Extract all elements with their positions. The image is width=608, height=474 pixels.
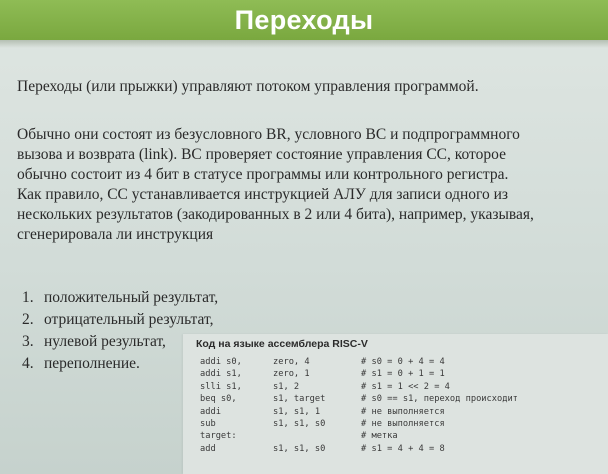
code-args: s1, 2 <box>273 381 300 392</box>
code-op: slli s1, <box>200 381 242 392</box>
list-item <box>22 287 218 309</box>
code-op: addi s0, <box>200 357 242 367</box>
list-number: 4. <box>22 355 34 372</box>
code-example-box <box>183 334 608 474</box>
code-op: addi s1, <box>200 369 242 380</box>
list-number: 2. <box>22 311 34 328</box>
paragraph-line: Как правило, CC устанавливается инструкцией АЛУ для записи одного из <box>17 186 509 203</box>
code-args: s1, s1, s0 <box>273 443 326 454</box>
code-row <box>200 430 518 442</box>
code-op: sub <box>200 418 216 429</box>
code-args <box>273 430 361 442</box>
code-comment: # s0 == s1, переход происходит <box>361 394 518 405</box>
paragraph-line: нескольких результатов (закодированных в 2 или 4 бита), например, указывая, <box>17 206 534 223</box>
code-row <box>200 443 518 455</box>
code-comment: # не выполняется <box>361 418 445 429</box>
code-op: beq s0, <box>200 394 237 405</box>
code-row <box>200 406 518 418</box>
code-row <box>200 356 518 368</box>
slide-title: Переходы <box>234 4 374 35</box>
code-row <box>200 381 518 393</box>
list-number: 1. <box>22 289 34 306</box>
paragraph-line: обычно состоит из 4 бит в статусе программы или контрольного регистра. <box>17 166 509 183</box>
list-text: переполнение. <box>44 355 140 372</box>
code-title: Код на языке ассемблера RISC-V <box>196 338 368 350</box>
code-args: s1, s1, 1 <box>273 406 321 417</box>
paragraph-line: сгенерировала ли инструкция <box>17 226 214 243</box>
list-text: отрицательный результат, <box>44 311 214 328</box>
code-comment: # s1 = 1 << 2 = 4 <box>361 381 450 392</box>
code-op: addi <box>200 406 221 417</box>
code-args: zero, 4 <box>273 357 310 367</box>
paragraph-line: Обычно они состоят из безусловного BR, условного BC и подпрограммного <box>17 126 520 143</box>
code-op: target: <box>200 431 237 442</box>
code-op: add <box>200 443 216 454</box>
code-comment: # s1 = 4 + 4 = 8 <box>361 443 445 454</box>
code-args: zero, 1 <box>273 369 310 380</box>
code-args: s1, target <box>273 394 326 405</box>
list-number: 3. <box>22 333 34 350</box>
code-comment: # метка <box>361 431 398 442</box>
code-args: s1, s1, s0 <box>273 418 326 429</box>
code-comment: # не выполняется <box>361 406 445 417</box>
title-bar <box>0 0 608 40</box>
list-item <box>22 309 218 331</box>
code-row <box>200 418 518 430</box>
intro-paragraph: Переходы (или прыжки) управляют потоком управления программой. <box>17 78 479 95</box>
list-text: положительный результат, <box>44 289 219 306</box>
body-paragraph <box>17 125 534 245</box>
code-block <box>200 356 518 455</box>
list-text: нулевой результат, <box>44 333 166 350</box>
title-shadow <box>0 40 608 48</box>
paragraph-line: вызова и возврата (link). BC проверяет состояние управления CC, которое <box>17 146 506 163</box>
code-comment: # s0 = 0 + 4 = 4 <box>361 357 445 367</box>
code-row <box>200 368 518 380</box>
code-row <box>200 393 518 405</box>
code-comment: # s1 = 0 + 1 = 1 <box>361 369 445 380</box>
